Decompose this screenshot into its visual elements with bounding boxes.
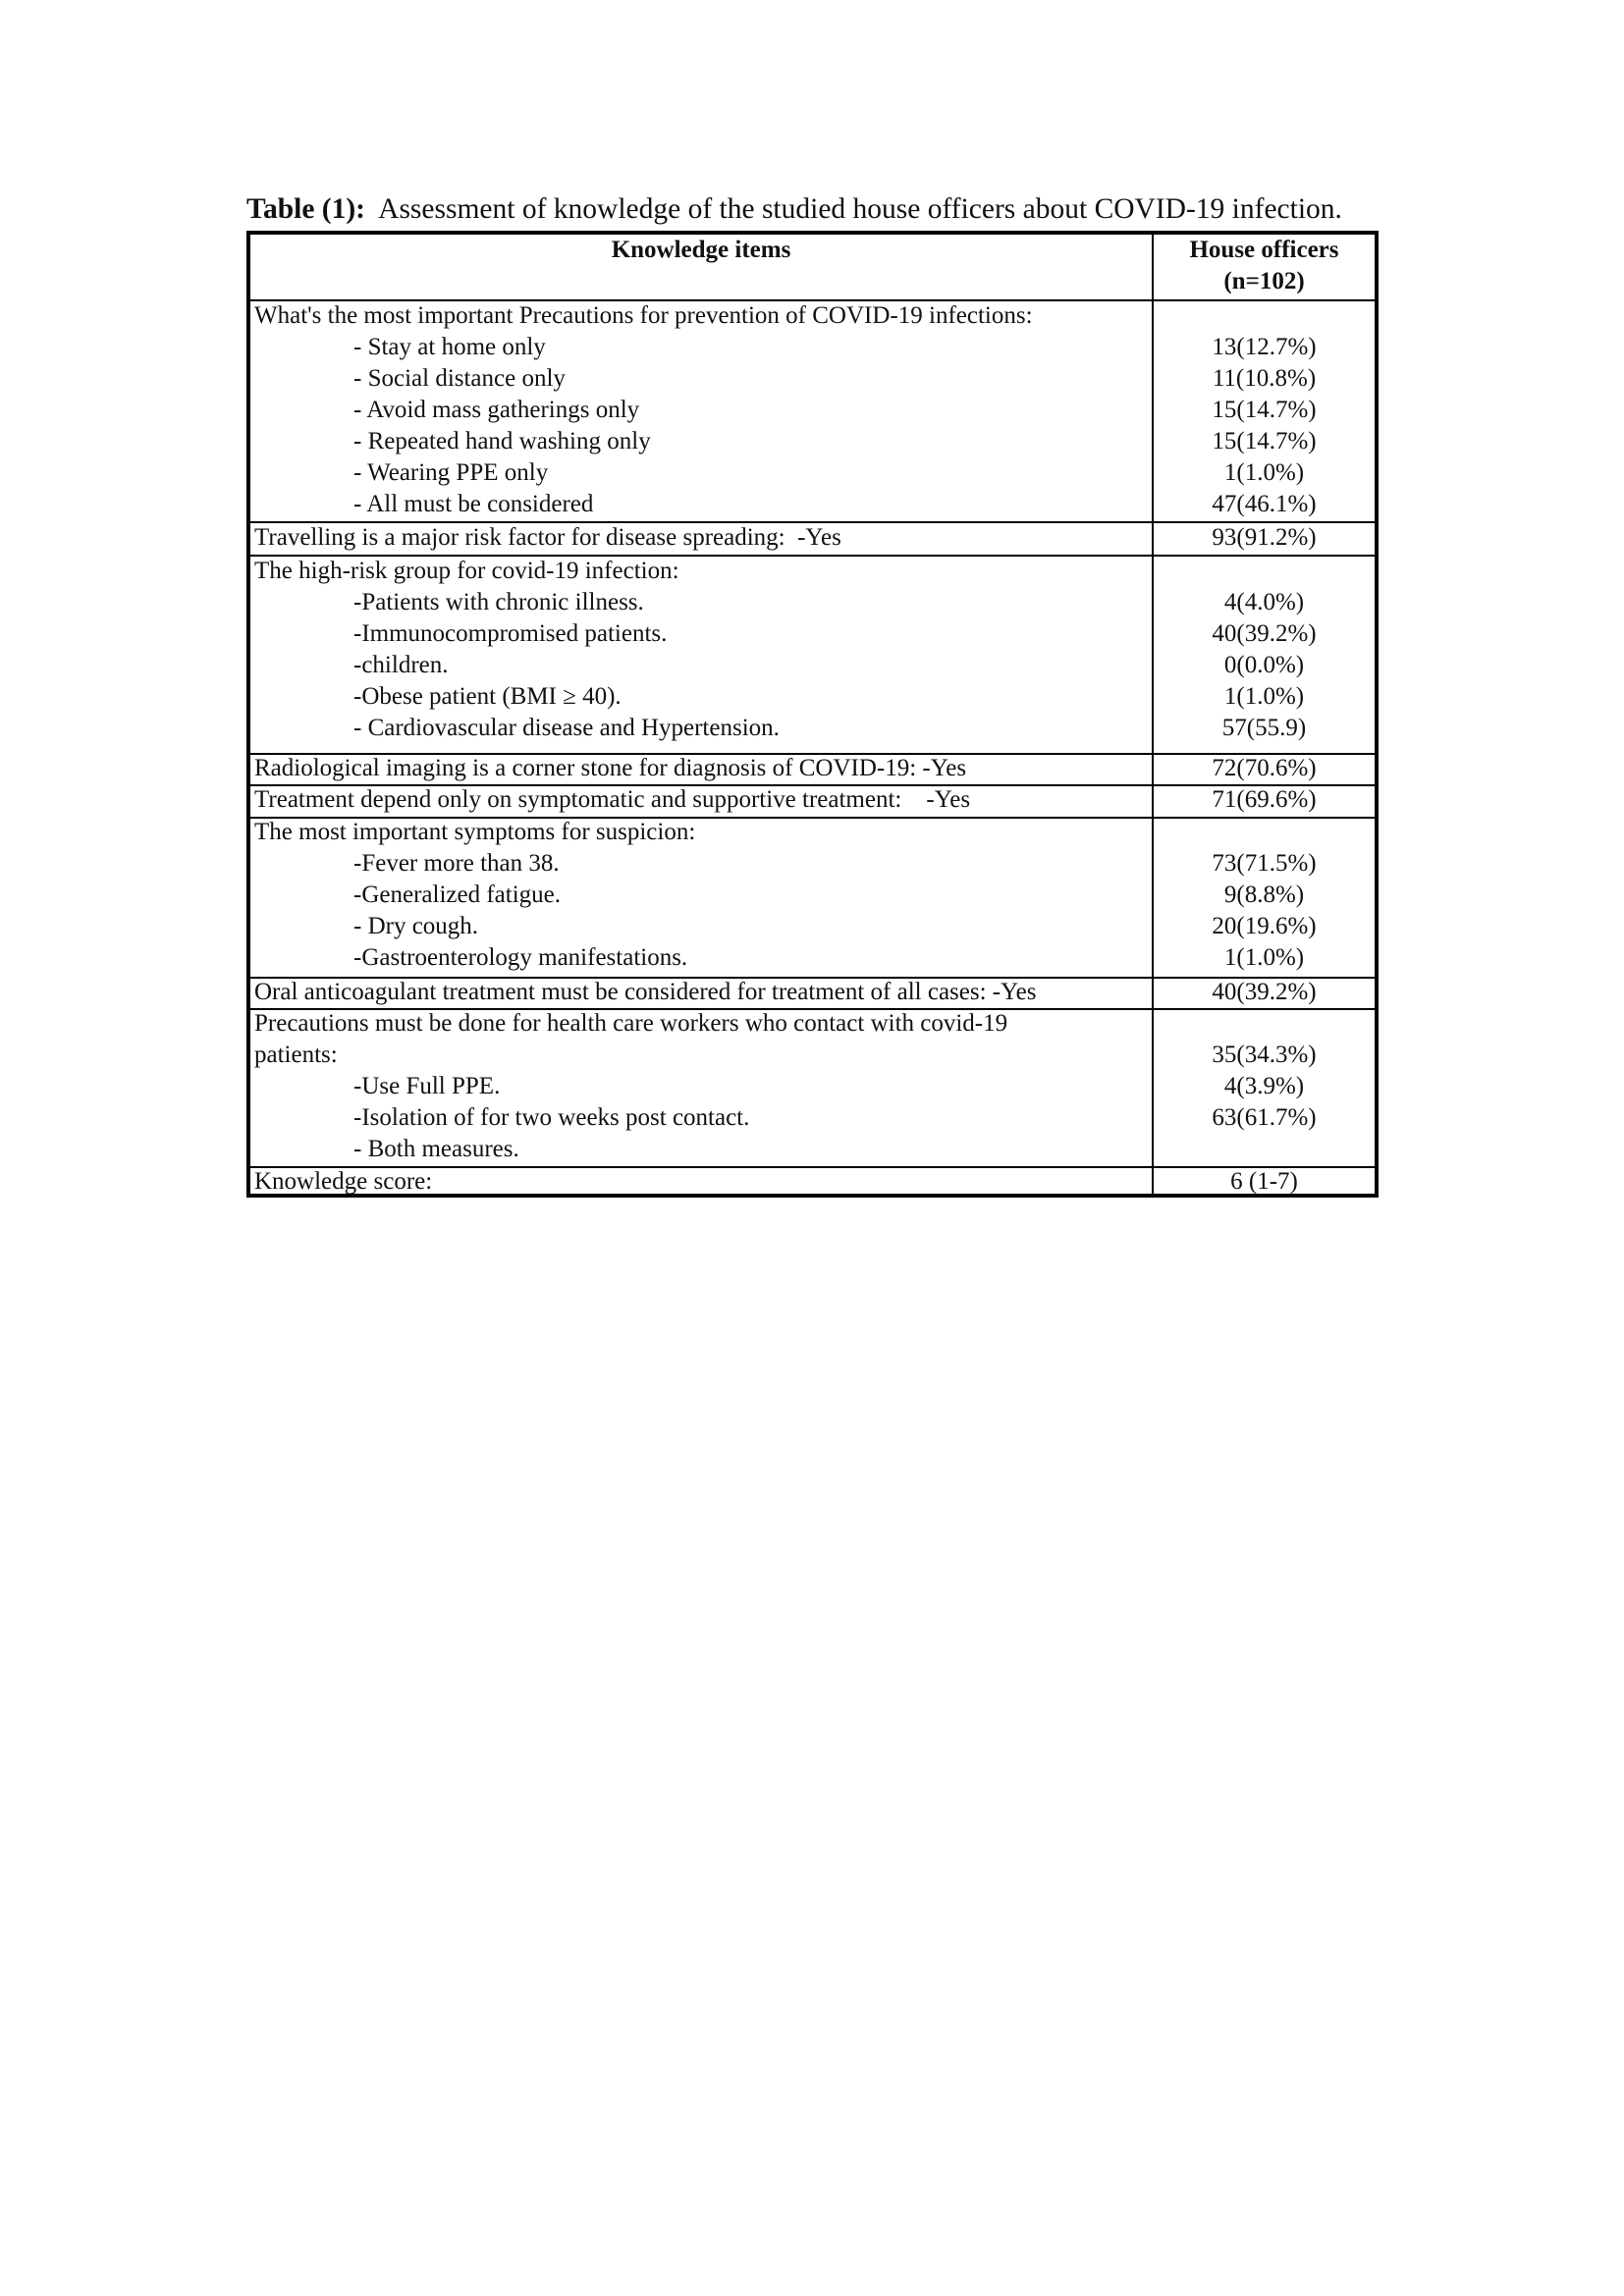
- knowledge-score-value: 6 (1-7): [1230, 1168, 1298, 1195]
- knowledge-table: [246, 231, 1379, 1198]
- answer-value: 40(39.2%): [1212, 979, 1317, 1005]
- option-label: - Both measures.: [353, 1136, 519, 1162]
- question-text: The high-risk group for covid-19 infection:: [254, 558, 679, 584]
- table-header-row: [250, 235, 1375, 299]
- question-text: What's the most important Precautions for prevention of COVID-19 infections:: [254, 302, 1033, 329]
- option-label: - Social distance only: [353, 365, 566, 392]
- option-value: 40(39.2%): [1212, 620, 1317, 647]
- option-label: - Wearing PPE only: [353, 459, 549, 486]
- option-label: -Immunocompromised patients.: [353, 620, 668, 647]
- answer-value: 93(91.2%): [1212, 524, 1317, 551]
- header-house-officers: House officers: [1189, 237, 1339, 263]
- question-text-continued: patients:: [254, 1041, 338, 1068]
- option-label: -children.: [353, 652, 449, 678]
- question-text: The most important symptoms for suspicion:: [254, 819, 696, 845]
- option-value: 4(3.9%): [1223, 1073, 1305, 1099]
- table-row: [250, 1166, 1375, 1198]
- table-row: [250, 753, 1375, 784]
- option-label: - Stay at home only: [353, 334, 546, 360]
- table-row: [250, 784, 1375, 817]
- table-row: [250, 1008, 1375, 1166]
- table-caption-label: Table (1):: [246, 193, 366, 225]
- option-label: -Obese patient (BMI ≥ 40).: [353, 683, 622, 710]
- option-label: -Fever more than 38.: [353, 850, 560, 877]
- option-label: - Avoid mass gatherings only: [353, 397, 640, 423]
- option-value: 35(34.3%): [1212, 1041, 1317, 1068]
- option-label: -Use Full PPE.: [353, 1073, 501, 1099]
- question-text: Knowledge score:: [254, 1168, 433, 1195]
- table-row: [250, 817, 1375, 977]
- option-value: 4(4.0%): [1223, 589, 1305, 615]
- question-text: Precautions must be done for health care workers who contact with covid-19: [254, 1010, 1008, 1037]
- table-row: [250, 521, 1375, 555]
- option-label: -Generalized fatigue.: [353, 881, 561, 908]
- option-value: 1(1.0%): [1223, 683, 1305, 710]
- option-value: 0(0.0%): [1223, 652, 1305, 678]
- answer-value: 71(69.6%): [1212, 786, 1317, 813]
- option-value: 15(14.7%): [1212, 428, 1317, 454]
- option-value: 63(61.7%): [1212, 1104, 1317, 1131]
- option-label: - Cardiovascular disease and Hypertension.: [353, 715, 780, 741]
- option-label: - All must be considered: [353, 491, 594, 517]
- table-row: [250, 555, 1375, 753]
- option-value: 20(19.6%): [1212, 913, 1317, 939]
- option-value: 13(12.7%): [1212, 334, 1317, 360]
- question-text: Oral anticoagulant treatment must be considered for treatment of all cases: -Yes: [254, 979, 1037, 1005]
- option-value: 15(14.7%): [1212, 397, 1317, 423]
- option-label: -Gastroenterology manifestations.: [353, 944, 688, 971]
- answer-value: 72(70.6%): [1212, 755, 1317, 781]
- option-value: 9(8.8%): [1223, 881, 1305, 908]
- option-value: 47(46.1%): [1212, 491, 1317, 517]
- option-value: 73(71.5%): [1212, 850, 1317, 877]
- option-label: - Repeated hand washing only: [353, 428, 651, 454]
- table-row: [250, 977, 1375, 1008]
- option-value: 1(1.0%): [1223, 459, 1305, 486]
- table-row: [250, 299, 1375, 521]
- option-label: -Patients with chronic illness.: [353, 589, 644, 615]
- header-n: (n=102): [1223, 268, 1305, 294]
- question-text: Radiological imaging is a corner stone for diagnosis of COVID-19: -Yes: [254, 755, 967, 781]
- option-value: 57(55.9): [1221, 715, 1307, 741]
- header-knowledge-items: Knowledge items: [611, 237, 791, 263]
- option-value: 11(10.8%): [1212, 365, 1317, 392]
- table-caption: [246, 192, 1342, 226]
- question-text: Travelling is a major risk factor for disease spreading: -Yes: [254, 524, 841, 551]
- option-value: 1(1.0%): [1223, 944, 1305, 971]
- option-label: - Dry cough.: [353, 913, 479, 939]
- option-label: -Isolation of for two weeks post contact.: [353, 1104, 750, 1131]
- question-text: Treatment depend only on symptomatic and supportive treatment: -Yes: [254, 786, 971, 813]
- table-caption-text: Assessment of knowledge of the studied house officers about COVID-19 infection.: [378, 193, 1342, 225]
